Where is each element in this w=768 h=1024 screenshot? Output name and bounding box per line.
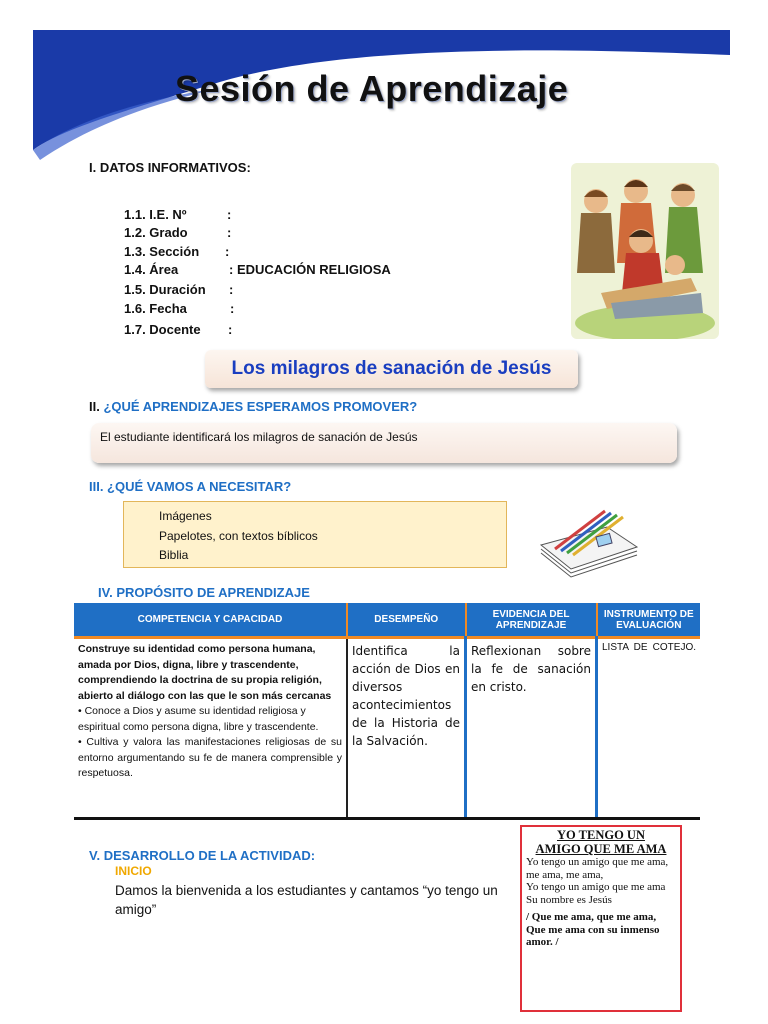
section-heading-aprendizajes: II. ¿QUÉ APRENDIZAJES ESPERAMOS PROMOVER? xyxy=(89,399,418,414)
jesus-healing-illustration xyxy=(571,163,719,339)
evidencia-cell: Reflexionan sobre la fe de sanación en cristo. xyxy=(466,638,597,819)
capacidad-text: • Conoce a Dios y asume su identidad religiosa y espiritual como persona digna, libre y trascendente. xyxy=(78,705,319,733)
info-item: 1.4. Área : EDUCACIÓN RELIGIOSA xyxy=(124,262,391,277)
inicio-text: Damos la bienvenida a los estudiantes y cantamos “yo tengo un amigo” xyxy=(115,883,498,917)
info-item: 1.2. Grado : xyxy=(124,225,232,240)
topic-title: Los milagros de sanación de Jesús xyxy=(231,358,552,379)
section-heading-desarrollo: V. DESARROLLO DE LA ACTIVIDAD: xyxy=(89,848,316,863)
competencia-cell xyxy=(74,638,347,819)
capacidad-text: • Cultiva y valora las manifestaciones religiosas de su entorno argumentando su fe de manera comprensible y respetuosa. xyxy=(78,736,342,779)
table-header: EVIDENCIA DEL APRENDIZAJE xyxy=(466,603,597,638)
topic-banner xyxy=(205,350,578,388)
table-header: COMPETENCIA Y CAPACIDAD xyxy=(74,603,347,638)
learning-goal-box: El estudiante identificará los milagros de sanación de Jesús xyxy=(91,423,677,463)
section-heading-necesitar: III. ¿QUÉ VAMOS A NECESITAR? xyxy=(89,479,292,494)
subheading-inicio: INICIO xyxy=(115,864,152,878)
song-box xyxy=(520,825,682,1012)
table-row xyxy=(74,638,700,819)
song-title: AMIGO QUE ME AMA xyxy=(535,842,667,856)
song-line: Su nombre es Jesús xyxy=(526,893,612,906)
page-title: Sesión de Aprendizaje xyxy=(175,68,569,109)
instrumento-cell: LISTA DE COTEJO. xyxy=(597,638,701,819)
papers-and-pencils-clipart xyxy=(537,497,642,579)
materials-box xyxy=(123,501,507,568)
song-line: Yo tengo un amigo que me ama xyxy=(526,881,666,893)
section-heading-proposito: IV. PROPÓSITO DE APRENDIZAJE xyxy=(98,585,310,600)
song-title: YO TENGO UN xyxy=(557,828,645,842)
list-item: Imágenes xyxy=(159,509,212,523)
section-heading-datos: I. DATOS INFORMATIVOS: xyxy=(89,160,251,175)
purpose-table xyxy=(74,603,700,820)
info-item: 1.3. Sección : xyxy=(124,244,230,259)
table-header: INSTRUMENTO DE EVALUACIÓN xyxy=(597,603,701,638)
table-header: DESEMPEÑO xyxy=(347,603,466,638)
list-item: Papelotes, con textos bíblicos xyxy=(159,528,318,543)
info-item: 1.7. Docente : xyxy=(124,322,233,337)
info-item: 1.1. I.E. Nº : xyxy=(124,207,232,222)
song-line: me ama, me ama, xyxy=(526,868,604,881)
song-line: Yo tengo un amigo que me ama, xyxy=(526,856,669,868)
list-item: Biblia xyxy=(159,548,189,562)
competencia-text: Construye su identidad como persona humana, amada por Dios, digna, libre y trascendente, comprendiendo la doctrina de su propia religión, abierto al diálogo con las que le son más cercanas xyxy=(78,643,332,702)
song-chorus: Que me ama con su inmenso amor. / xyxy=(526,923,660,948)
info-item: 1.5. Duración : xyxy=(124,282,234,297)
info-item: 1.6. Fecha : xyxy=(124,301,235,316)
desempeno-cell: Identifica la acción de Dios en diversos acontecimientos de la Historia de la Salvación. xyxy=(347,638,466,819)
song-chorus: / Que me ama, que me ama, xyxy=(526,911,657,923)
